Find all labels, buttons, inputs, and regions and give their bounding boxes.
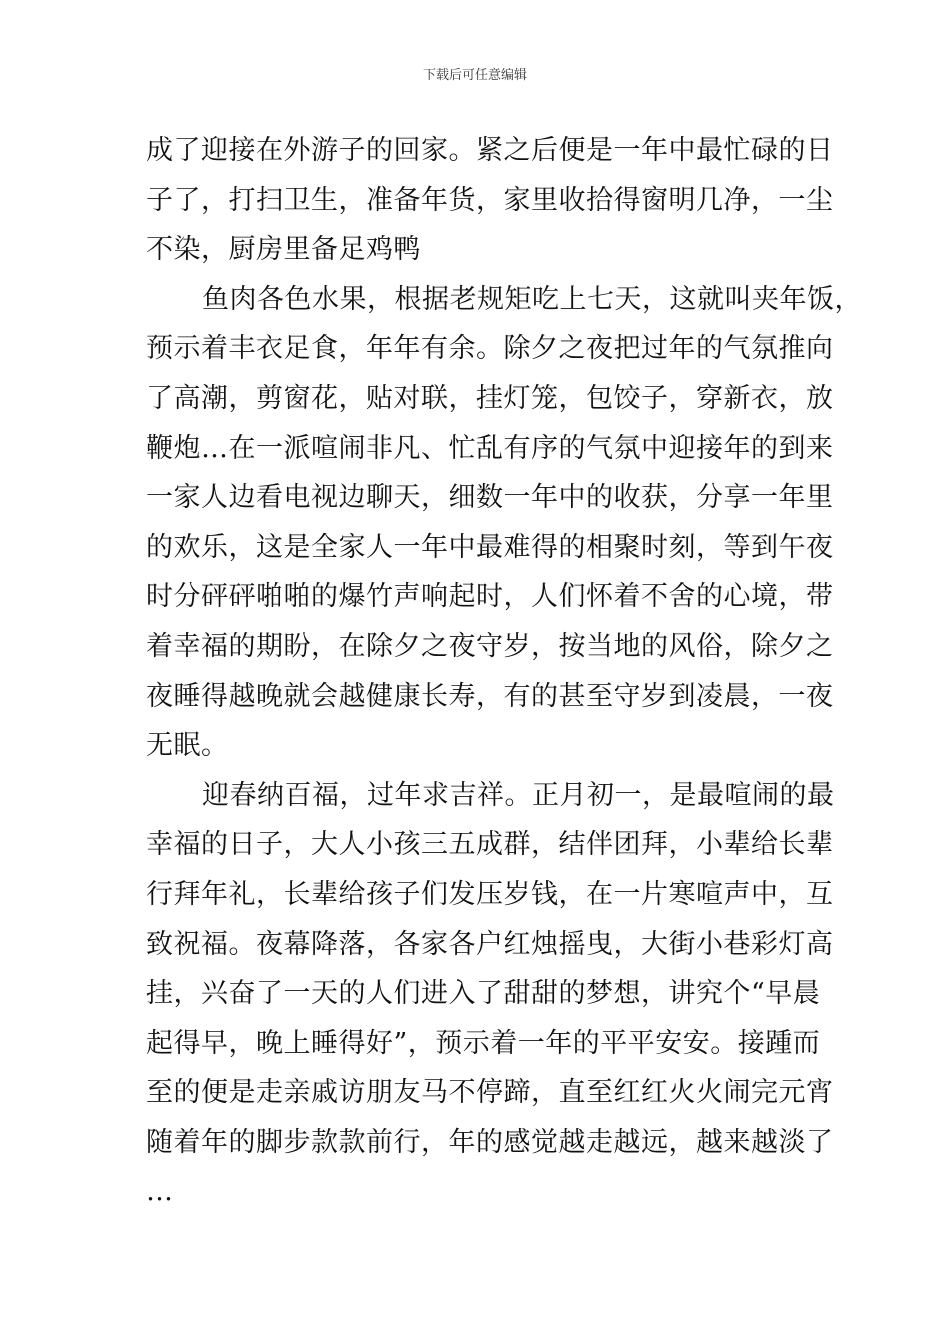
paragraph-start: 迎春纳百福，过年求吉祥。正月初一，是最喧闹的最: [202, 779, 835, 811]
text-line: 着幸福的期盼，在除夕之夜守岁，按当地的风俗，除夕之: [146, 630, 834, 662]
text-line: 预示着丰衣足食，年年有余。除夕之夜把过年的气氛推向: [146, 333, 834, 365]
text-line: 幸福的日子，大人小孩三五成群，结伴团拜，小辈给长辈: [146, 829, 834, 861]
body-text: [146, 126, 862, 1217]
text-line: 起得早，晚上睡得好”，预示着一年的平平安安。接踵而: [146, 1027, 821, 1059]
text-line: 挂，兴奋了一天的人们进入了甜甜的梦想，讲究个“早晨: [146, 978, 821, 1010]
page-header: 下载后可任意编辑: [422, 68, 527, 83]
text-line: 行拜年礼，长辈给孩子们发压岁钱，在一片寒喧声中，互: [146, 878, 834, 910]
text-line: 子了，打扫卫生，准备年货，家里收拾得窗明几净，一尘: [146, 184, 834, 216]
text-line: 成了迎接在外游子的回家。紧之后便是一年中最忙碌的日: [146, 135, 834, 166]
text-line: 夜睡得越晚就会越健康长寿，有的甚至守岁到凌晨，一夜: [146, 680, 834, 712]
paragraph-start: 鱼肉各色水果，根据老规矩吃上七天，这就叫夹年饭，: [202, 283, 862, 315]
text-line: 一家人边看电视边聊天，细数一年中的收获，分享一年里: [146, 482, 834, 514]
text-line: 时分砰砰啪啪的爆竹声响起时，人们怀着不舍的心境，带: [146, 581, 834, 613]
text-line: 了高潮，剪窗花，贴对联，挂灯笼，包饺子，穿新衣，放: [146, 382, 834, 414]
text-line: 不染，厨房里备足鸡鸭: [146, 234, 421, 266]
text-line: 无眠。: [146, 730, 229, 762]
text-line: 的欢乐，这是全家人一年中最难得的相聚时刻，等到午夜: [146, 531, 834, 563]
text-line: 随着年的脚步款款前行，年的感觉越走越远，越来越淡了: [146, 1126, 834, 1158]
text-line: 致祝福。夜幕降落，各家各户红烛摇曳，大街小巷彩灯高: [146, 928, 834, 960]
text-line: 至的便是走亲戚访朋友马不停蹄，直至红红火火闹完元宵: [146, 1077, 834, 1109]
text-line: …: [146, 1176, 174, 1208]
text-line: 鞭炮…在一派喧闹非凡、忙乱有序的气氛中迎接年的到来: [146, 432, 834, 464]
